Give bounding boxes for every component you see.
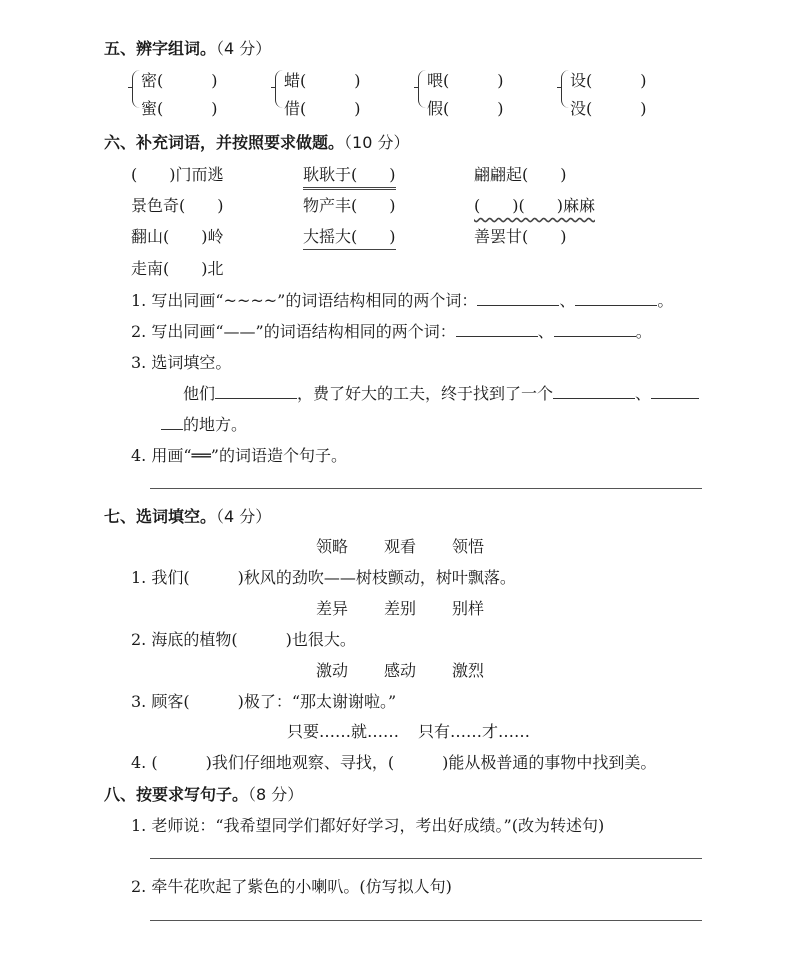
pair-3-top: 喂( ) bbox=[427, 71, 504, 90]
word-item-wavy: ( )( )麻麻 bbox=[474, 196, 595, 215]
pair-1-bottom: 蜜( ) bbox=[141, 99, 218, 118]
pair-1-top: 密( ) bbox=[141, 71, 218, 90]
word-option: 感动 bbox=[384, 661, 417, 680]
question-6-4: 4. 用画“══”的词语造个句子。 bbox=[131, 446, 347, 465]
answer-blank[interactable] bbox=[215, 384, 297, 399]
question-7-3: 3. 顾客( )极了：“那太谢谢啦。” bbox=[131, 692, 397, 711]
answer-blank[interactable] bbox=[477, 291, 559, 306]
answer-blank[interactable] bbox=[575, 291, 657, 306]
word-item-underlined: 大摇大( ) bbox=[303, 224, 396, 250]
word-option: 差异 bbox=[316, 599, 349, 618]
word-option: 激动 bbox=[316, 661, 349, 680]
question-7-4: 4. ( )我们仔细地观察、寻找，( )能从极普通的事物中找到美。 bbox=[131, 753, 657, 772]
section-8-title: 八、按要求写句子。（8 分） bbox=[104, 785, 304, 804]
word-option: 只要……就…… bbox=[287, 722, 400, 741]
word-item: 物产丰( ) bbox=[303, 196, 396, 215]
brace-icon bbox=[132, 70, 140, 108]
question-8-1: 1. 老师说：“我希望同学们都好好学习，考出好成绩。”(改为转述句) bbox=[131, 816, 605, 835]
word-item: 善罢甘( ) bbox=[474, 227, 567, 246]
word-item-underlined: 耿耿于( ) bbox=[303, 162, 396, 190]
question-6-1: 1. 写出同画“~~~~”的词语结构相同的两个词： 、 。 bbox=[131, 291, 674, 310]
pair-2-top: 蜡( ) bbox=[284, 71, 361, 90]
word-option: 观看 bbox=[384, 537, 417, 556]
answer-blank[interactable] bbox=[554, 322, 636, 337]
brace-icon bbox=[418, 70, 426, 108]
answer-line[interactable] bbox=[150, 858, 702, 859]
word-option: 只有……才…… bbox=[418, 722, 531, 741]
answer-line[interactable] bbox=[150, 920, 702, 921]
answer-blank[interactable] bbox=[456, 322, 538, 337]
question-6-2: 2. 写出同画“——”的词语结构相同的两个词： 、 。 bbox=[131, 322, 652, 341]
answer-blank[interactable] bbox=[651, 384, 699, 399]
question-6-3: 3. 选词填空。 bbox=[131, 353, 232, 372]
question-6-3-line1: 他们 ，费了好大的工夫，终于找到了一个 、 bbox=[183, 381, 699, 404]
word-option: 领略 bbox=[316, 537, 349, 556]
question-7-1: 1. 我们( )秋风的劲吹——树枝颤动，树叶飘落。 bbox=[131, 568, 516, 587]
word-option: 别样 bbox=[452, 599, 485, 618]
section-6-title: 六、补充词语，并按照要求做题。（10 分） bbox=[104, 133, 410, 152]
word-option: 激烈 bbox=[452, 661, 485, 680]
answer-blank[interactable] bbox=[553, 384, 635, 399]
word-item: ( )门而逃 bbox=[131, 165, 224, 184]
answer-blank[interactable] bbox=[161, 415, 183, 430]
word-item: 景色奇( ) bbox=[131, 196, 224, 215]
question-8-2: 2. 牵牛花吹起了紫色的小喇叭。(仿写拟人句) bbox=[131, 877, 452, 896]
pair-4-bottom: 没( ) bbox=[570, 99, 647, 118]
question-7-2: 2. 海底的植物( )也很大。 bbox=[131, 630, 356, 649]
brace-icon bbox=[275, 70, 283, 108]
brace-icon bbox=[561, 70, 569, 108]
pair-4-top: 设( ) bbox=[570, 71, 647, 90]
word-item: 走南( )北 bbox=[131, 259, 224, 278]
word-option: 差别 bbox=[384, 599, 417, 618]
answer-line[interactable] bbox=[150, 488, 702, 489]
word-item: 翻山( )岭 bbox=[131, 227, 224, 246]
question-6-3-line2: 的地方。 bbox=[161, 412, 247, 435]
pair-3-bottom: 假( ) bbox=[427, 99, 504, 118]
pair-2-bottom: 借( ) bbox=[284, 99, 361, 118]
word-item: 翩翩起( ) bbox=[474, 165, 567, 184]
word-option: 领悟 bbox=[452, 537, 485, 556]
section-5-title: 五、辨字组词。（4 分） bbox=[104, 39, 272, 58]
section-7-title: 七、选词填空。（4 分） bbox=[104, 507, 272, 526]
